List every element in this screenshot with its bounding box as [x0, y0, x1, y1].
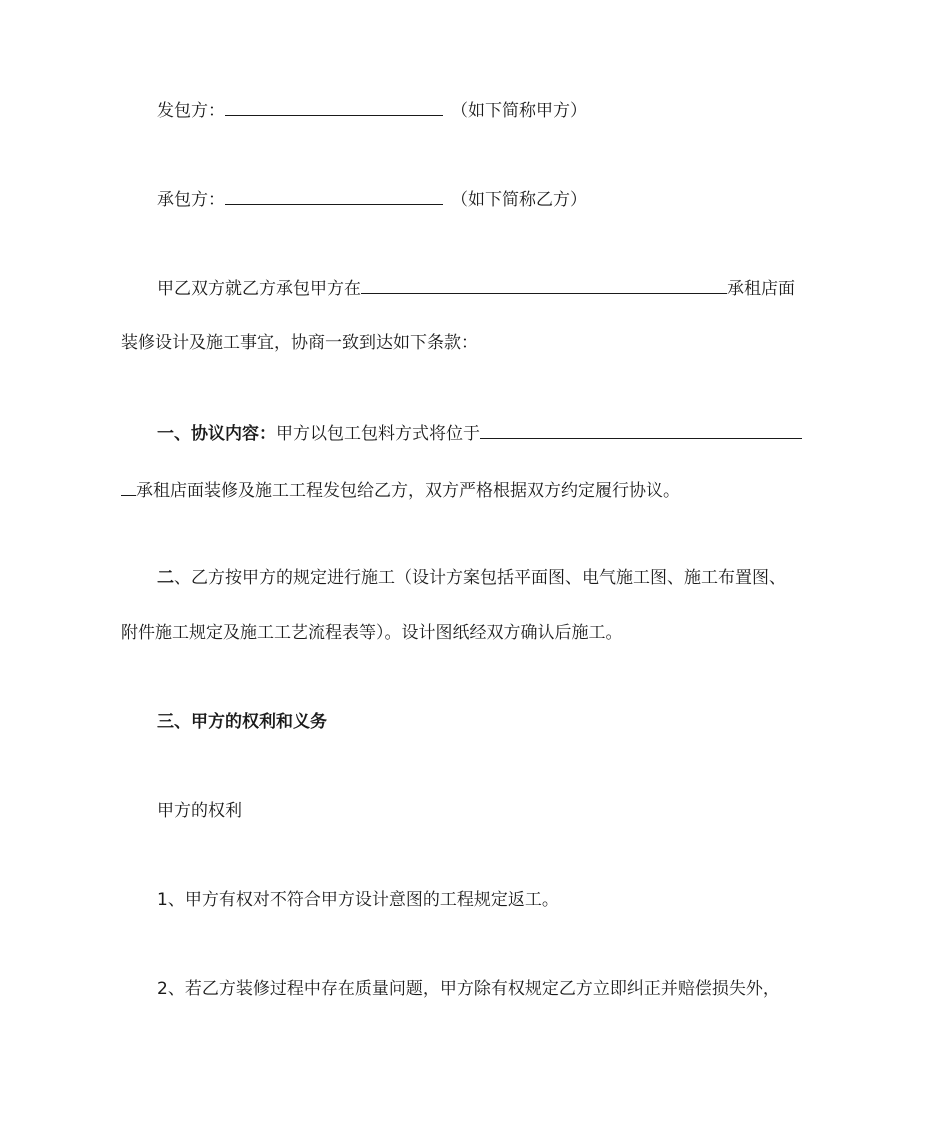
- party-a-suffix: （如下简称甲方）: [451, 101, 587, 121]
- clause-1-line-1: [157, 421, 802, 446]
- intro-continuation: 装修设计及施工事宜，协商一致到达如下条款：: [121, 333, 478, 353]
- clause-1-line-2: [121, 478, 680, 503]
- clause-2-line-1: [157, 566, 786, 590]
- party-b-line: [157, 187, 587, 212]
- intro-line-2: [121, 331, 478, 355]
- party-b-label: 承包方：: [157, 190, 225, 210]
- party-a-line: [157, 98, 587, 123]
- clause-1-text: 甲方以包工包料方式将位于: [276, 424, 480, 444]
- rights-item-2-text: 2、若乙方装修过程中存在质量问题，甲方除有权规定乙方立即纠正并赔偿损失外，: [157, 979, 780, 999]
- party-a-label: 发包方：: [157, 101, 225, 121]
- clause-1-blank: [480, 421, 802, 439]
- party-b-blank: [225, 187, 443, 205]
- clause-1-blank-continued: [121, 478, 136, 496]
- intro-blank: [361, 276, 727, 294]
- clause-1-heading: 一、协议内容：: [157, 424, 276, 444]
- clause-2-text: 、乙方按甲方的规定进行施工（设计方案包括平面图、电气施工图、施工布置图、: [174, 568, 786, 588]
- rights-subheading-text: 甲方的权利: [157, 801, 242, 821]
- intro-line-1: [157, 276, 795, 301]
- rights-item-1: [157, 888, 559, 912]
- rights-subheading: [157, 799, 242, 823]
- clause-2-number: 二: [157, 568, 174, 588]
- party-a-blank: [225, 98, 443, 116]
- rights-item-1-text: 1、甲方有权对不符合甲方设计意图的工程规定返工。: [157, 890, 559, 910]
- clause-2-continuation: 附件施工规定及施工工艺流程表等）。设计图纸经双方确认后施工。: [121, 623, 623, 643]
- clause-1-continuation: 承租店面装修及施工工程发包给乙方，双方严格根据双方约定履行协议。: [136, 481, 680, 501]
- clause-3-heading: [157, 710, 327, 734]
- intro-suffix: 承租店面: [727, 279, 795, 299]
- clause-2-line-2: [121, 621, 623, 645]
- party-b-suffix: （如下简称乙方）: [451, 190, 587, 210]
- rights-item-2: [157, 977, 780, 1001]
- clause-3-heading-text: 三、甲方的权利和义务: [157, 712, 327, 732]
- intro-prefix: 甲乙双方就乙方承包甲方在: [157, 279, 361, 299]
